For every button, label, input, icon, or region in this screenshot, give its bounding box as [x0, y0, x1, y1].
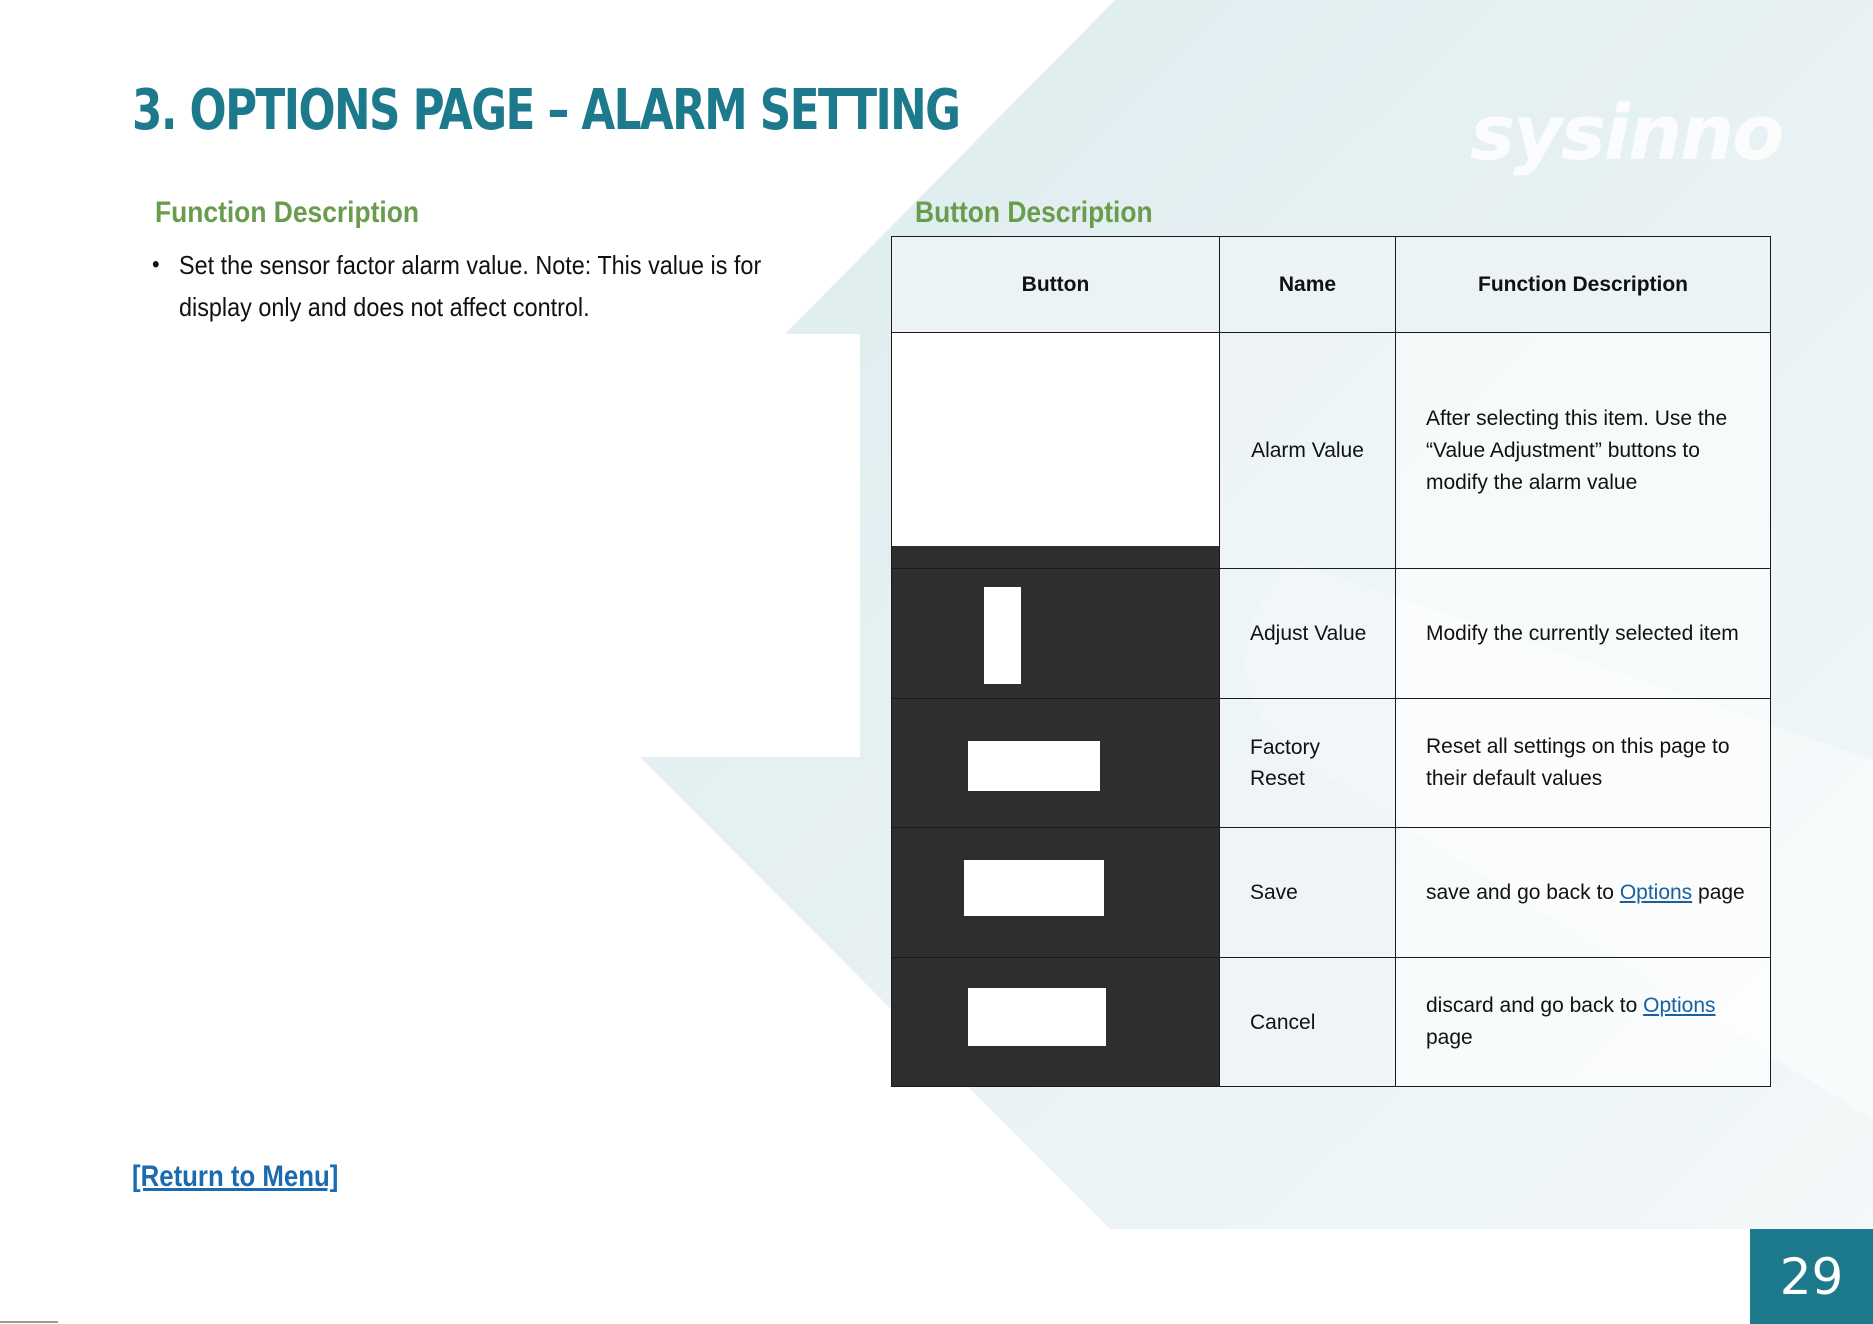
factory-reset-button-image: [968, 741, 1100, 791]
adjust-value-button-image: [984, 587, 1021, 684]
save-description-suffix: page: [1692, 880, 1745, 904]
table-row-cancel: [892, 958, 1771, 1087]
button-name-adjust-value: Adjust Value: [1220, 569, 1396, 699]
table-header-row: [892, 237, 1771, 333]
options-page-link[interactable]: Options: [1619, 880, 1693, 904]
button-preview-factory-reset: [892, 699, 1220, 828]
cancel-button-image: [968, 988, 1106, 1046]
button-name-cancel: Cancel: [1220, 958, 1396, 1087]
button-description-heading: Button Description: [915, 196, 1153, 229]
column-header-name: Name: [1220, 237, 1396, 333]
column-header-function-description: Function Description: [1396, 237, 1771, 333]
table-row-adjust-value: [892, 569, 1771, 699]
button-function-adjust-value: Modify the currently selected item: [1396, 569, 1771, 699]
save-button-image: [964, 860, 1104, 916]
button-preview-alarm-value: [892, 333, 1220, 569]
button-preview-adjust-value: [892, 569, 1220, 699]
table-row-factory-reset: [892, 699, 1771, 828]
page-number: 29: [1779, 1247, 1844, 1306]
page-title: 3. OPTIONS PAGE – ALARM SETTING: [132, 78, 960, 143]
button-preview-save: [892, 828, 1220, 958]
button-preview-cancel: [892, 958, 1220, 1087]
function-description-heading: Function Description: [155, 196, 419, 229]
save-description-prefix: save and go back to: [1426, 880, 1620, 904]
button-function-save: [1396, 828, 1771, 958]
column-header-button: Button: [892, 237, 1220, 333]
page-number-box: [1750, 1229, 1873, 1324]
table-row-alarm-value: [892, 333, 1771, 569]
button-function-alarm-value: After selecting this item. Use the “Value Adjustment” buttons to modify the alarm value: [1396, 333, 1771, 569]
button-name-factory-reset: Factory Reset: [1220, 699, 1396, 828]
button-function-cancel: [1396, 958, 1771, 1087]
options-page-link[interactable]: Options: [1643, 994, 1716, 1017]
table-row-save: [892, 828, 1771, 958]
preview-dark-strip: [892, 546, 1219, 568]
function-description-bullet: • Set the sensor factor alarm value. Note: This value is for display only and does not affect control.: [152, 244, 773, 328]
button-function-factory-reset: Reset all settings on this page to their default values: [1396, 699, 1771, 828]
sysinno-logo-watermark: sysinno: [1470, 88, 1783, 177]
button-name-save: Save: [1220, 828, 1396, 958]
cancel-description-suffix: page: [1426, 1026, 1473, 1049]
footer-divider: [0, 1321, 58, 1323]
cancel-description-prefix: discard and go back to: [1426, 994, 1644, 1017]
button-description-table: [891, 236, 1771, 1087]
function-description-list: [152, 244, 792, 328]
button-name-alarm-value: Alarm Value: [1220, 333, 1396, 569]
return-to-menu-link[interactable]: [Return to Menu]: [132, 1160, 339, 1193]
